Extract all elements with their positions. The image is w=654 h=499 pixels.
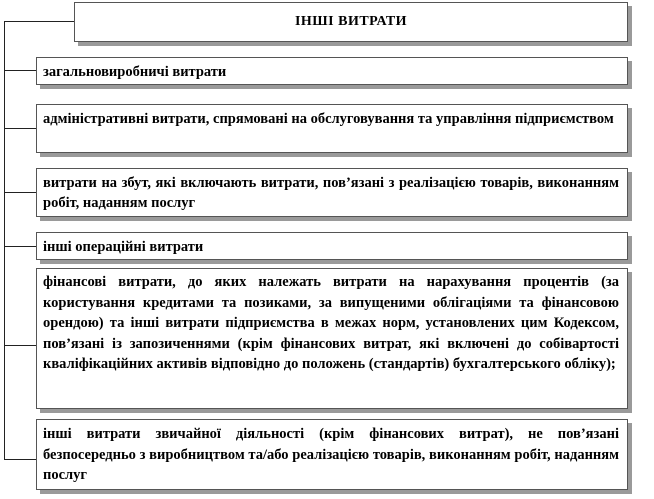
item-label: адміністративні витрати, спрямовані на обслуговування та управління підприємством (43, 111, 614, 127)
item-box-2 (36, 104, 628, 153)
connector-2 (4, 128, 36, 129)
connector-5 (4, 345, 36, 346)
item-box-6 (36, 419, 628, 490)
title-connector (4, 21, 74, 22)
item-label: витрати на збут, які включають витрати, пов’язані з реалізацією товарів, виконанням робіт, наданням послуг (43, 175, 619, 211)
tree-trunk-line (4, 21, 5, 459)
item-box-5 (36, 268, 628, 409)
diagram-title-box (74, 2, 628, 42)
item-box-1 (36, 57, 628, 85)
diagram-title: ІНШІ ВИТРАТИ (294, 14, 408, 29)
item-box-4 (36, 232, 628, 260)
connector-4 (4, 246, 36, 247)
item-label: інші операційні витрати (43, 239, 204, 255)
item-box-3 (36, 168, 628, 217)
item-label: загальновиробничі витрати (43, 64, 227, 80)
item-label: фінансові витрати, до яких належать витрати на нарахування процентів (за користування кредитами та позиками, за випущеними облігаціями та фінансовою орендою) та інші витрати підприємства в межах норм, установлених цим Кодексом, пов’язані із запозиченнями (крім фінансових витрат, які включені до собівартості кваліфікаційних активів відповідно до положень (стандартів) бухгалтерського обліку); (43, 274, 619, 372)
connector-1 (4, 70, 36, 71)
connector-6 (4, 459, 36, 460)
item-label: інші витрати звичайної діяльності (крім фінансових витрат), не пов’язані безпосередньо з виробництвом та/або реалізацією товарів, виконанням робіт, наданням послуг (43, 426, 619, 483)
connector-3 (4, 192, 36, 193)
